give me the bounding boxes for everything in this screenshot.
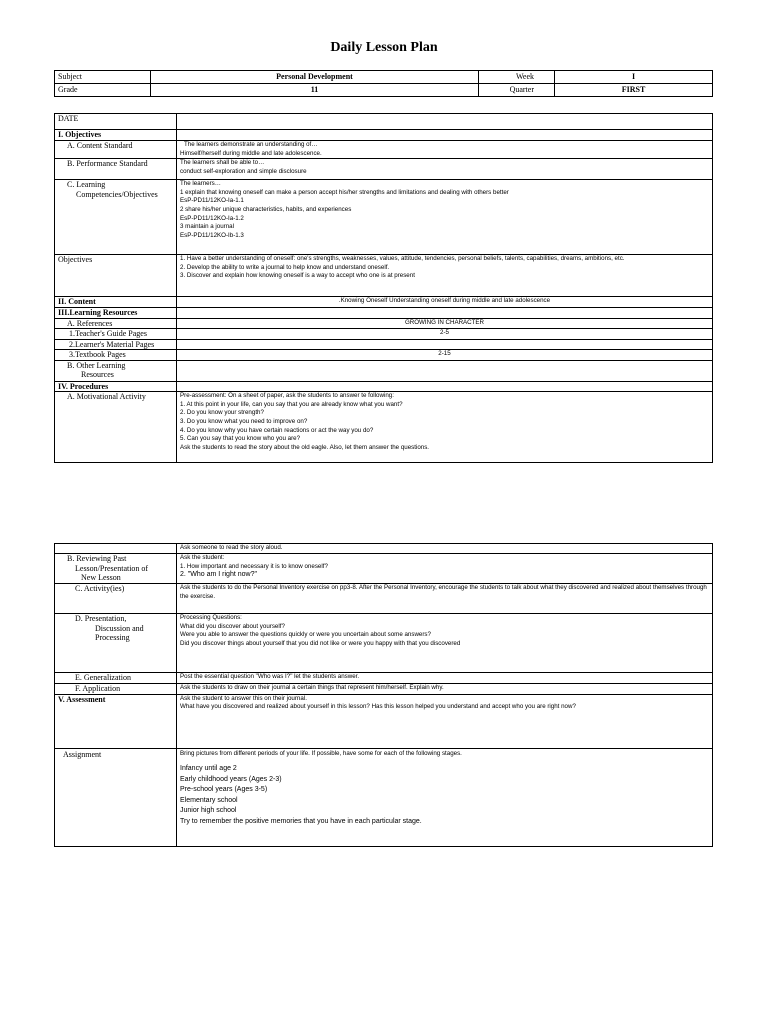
- content-value: .Knowing Oneself Understanding oneself during middle and late adolescence: [177, 297, 713, 308]
- objectives2-label: Objectives: [55, 255, 177, 297]
- competency-line: 2 share his/her unique characteristics, habits, and experiences: [180, 205, 352, 213]
- reviewing-label: [55, 554, 177, 584]
- textbook-label: 3.Textbook Pages: [55, 350, 177, 361]
- header-table: [54, 70, 713, 97]
- competency-line: 1 explain that knowing oneself can make a person accept his/her strengths and limitations and dealing with others better: [180, 188, 509, 196]
- competency-line: EsP-PD11/12KO-Ia-1.2: [180, 214, 244, 222]
- competency-line: The learners…: [180, 180, 221, 188]
- objectives-label: I. Objectives: [55, 130, 177, 141]
- reviewing-label-line: B. Reviewing Past: [67, 554, 127, 563]
- resources-label: III.Learning Resources: [55, 308, 177, 319]
- subject-label: Subject: [55, 71, 151, 84]
- learners-material-label: 2.Learner's Material Pages: [55, 339, 177, 350]
- reviewing-line: 1. How important and necessary it is to know oneself?: [180, 562, 328, 570]
- assignment-stage: Try to remember the positive memories that you have in each particular stage.: [180, 817, 422, 825]
- grade-value: 11: [151, 84, 479, 97]
- procedures-value: [177, 381, 713, 392]
- quarter-label: Quarter: [479, 84, 555, 97]
- presentation-line: Did you discover things about yourself that you did not like or were you happy with that you discovered: [180, 639, 461, 647]
- reviewing-label-line: Lesson/Presentation of: [75, 563, 149, 573]
- date-value: [177, 114, 713, 130]
- assignment-label: Assignment: [55, 748, 177, 846]
- cont-label: [55, 544, 177, 554]
- assignment-stage: Junior high school: [180, 807, 237, 815]
- competency-line: EsP-PD11/12KO-Ia-1.1: [180, 197, 244, 205]
- presentation-label-line: Discussion and: [95, 623, 144, 633]
- content-label: II. Content: [55, 297, 177, 308]
- references-value: GROWING IN CHARACTER: [177, 318, 713, 329]
- assignment-stage: Early childhood years (Ages 2-3): [180, 775, 282, 783]
- content-standard-line: Himself/herself during middle and late adolescence.: [180, 149, 322, 157]
- date-label: DATE: [55, 114, 177, 130]
- references-label: A. References: [55, 318, 177, 329]
- content-standard-label: A. Content Standard: [55, 141, 177, 159]
- assignment-stage: Elementary school: [180, 796, 238, 804]
- application-value: Ask the students to draw on their journal a certain things that represent him/herself. Explain why.: [177, 684, 713, 695]
- activity-line: Ask the students to do the Personal Inventory exercise on pp3-8. After the Personal Inventory, encourage the students to talk about what they discovered and realized about themselves through the exercise.: [180, 584, 707, 600]
- motivational-label: A. Motivational Activity: [55, 392, 177, 463]
- assignment-value: [177, 748, 713, 846]
- presentation-label-line: Processing: [95, 633, 130, 642]
- subject-value: Personal Development: [151, 71, 479, 84]
- assessment-value: [177, 694, 713, 748]
- teachers-guide-value: 2-5: [177, 329, 713, 340]
- assessment-line: Ask the student to answer this on their journal.: [180, 694, 307, 702]
- reviewing-line: Ask the student:: [180, 554, 225, 561]
- presentation-label: [55, 614, 177, 673]
- motivational-line: 3. Do you know what you need to improve on?: [180, 417, 308, 425]
- competency-line: 3 maintain a journal: [180, 223, 235, 231]
- generalization-label: E. Generalization: [55, 673, 177, 684]
- presentation-value: [177, 614, 713, 673]
- performance-standard-line: conduct self-exploration and simple disclosure: [180, 167, 307, 175]
- presentation-line: What did you discover about yourself?: [180, 622, 285, 630]
- competencies-label-line: C. Learning: [67, 180, 106, 190]
- assessment-label: V. Assessment: [55, 694, 177, 748]
- other-resources-label: [55, 360, 177, 381]
- objective-line: 3. Discover and explain how knowing oneself is a way to accept who one is at present: [180, 272, 415, 280]
- motivational-line: Pre-assessment: On a sheet of paper, ask the students to answer te following:: [180, 392, 394, 400]
- assignment-intro: Bring pictures from different periods of your life. If possible, have some for each of the following stages.: [180, 749, 462, 757]
- grade-label: Grade: [55, 84, 151, 97]
- generalization-value: Post the essential question "Who was I?" let the students answer.: [177, 673, 713, 684]
- objective-line: 2. Develop the ability to write a journal to help know and understand oneself.: [180, 263, 390, 271]
- objective-line: 1. Have a better understanding of oneself: one's strengths, weaknesses, values, attitude, tendencies, personal beliefs, talents, capabilities, dreams, ambitions, etc.: [180, 255, 625, 263]
- quarter-value: FIRST: [555, 84, 713, 97]
- objectives-value: [177, 130, 713, 141]
- other-resources-label-line: Resources: [81, 370, 114, 380]
- lesson-plan-table-2: [54, 543, 713, 847]
- competencies-label-line: Competencies/Objectives: [76, 189, 158, 199]
- assignment-stage: Pre-school years (Ages 3-5): [180, 786, 268, 794]
- reviewing-line: 2. "Who am I right now?": [180, 571, 257, 579]
- week-label: Week: [479, 71, 555, 84]
- presentation-line: Were you able to answer the questions quickly or were you uncertain about some answers?: [180, 631, 431, 639]
- assignment-stage: Infancy until age 2: [180, 765, 237, 773]
- content-standard-value: [177, 141, 713, 159]
- lesson-plan-table-1: [54, 113, 713, 463]
- reviewing-label-line: New Lesson: [81, 573, 121, 582]
- application-label: F. Application: [55, 684, 177, 695]
- performance-standard-value: [177, 159, 713, 180]
- assessment-line: What have you discovered and realized about yourself in this lesson? Has this lesson helped you understand and accept who you are right now?: [180, 703, 576, 711]
- motivational-value: [177, 392, 713, 463]
- motivational-line: 4. Do you know why you have certain reactions or act the way you do?: [180, 426, 374, 434]
- presentation-label-line: D. Presentation,: [75, 614, 127, 623]
- resources-value: [177, 308, 713, 319]
- motivational-line: 5. Can you say that you know who you are?: [180, 435, 301, 443]
- competency-line: EsP-PD11/12KO-Ib-1.3: [180, 231, 244, 239]
- objectives2-value: [177, 255, 713, 297]
- motivational-line: Ask the students to read the story about the old eagle. Also, let them answer the questions.: [180, 443, 430, 451]
- motivational-line: 2. Do you know your strength?: [180, 409, 264, 417]
- week-value: I: [555, 71, 713, 84]
- activity-label: C. Activity(ies): [55, 584, 177, 614]
- textbook-value: 2-15: [177, 350, 713, 361]
- page-title: Daily Lesson Plan: [330, 40, 438, 55]
- cont-value: Ask someone to read the story aloud.: [177, 544, 713, 554]
- procedures-label: IV. Procedures: [55, 381, 177, 392]
- other-resources-value: [177, 360, 713, 381]
- performance-standard-line: The learners shall be able to…: [180, 159, 265, 167]
- teachers-guide-label: 1.Teacher's Guide Pages: [55, 329, 177, 340]
- motivational-line: 1. At this point in your life, can you say that you are already know what you want?: [180, 400, 403, 408]
- learners-material-value: [177, 339, 713, 350]
- competencies-value: [177, 180, 713, 255]
- performance-standard-label: B. Performance Standard: [55, 159, 177, 180]
- reviewing-value: [177, 554, 713, 584]
- content-standard-line: The learners demonstrate an understanding of…: [184, 141, 318, 148]
- activity-value: [177, 584, 713, 614]
- other-resources-label-line: B. Other Learning: [67, 360, 126, 370]
- competencies-label: [55, 180, 177, 255]
- presentation-line: Processing Questions:: [180, 614, 242, 621]
